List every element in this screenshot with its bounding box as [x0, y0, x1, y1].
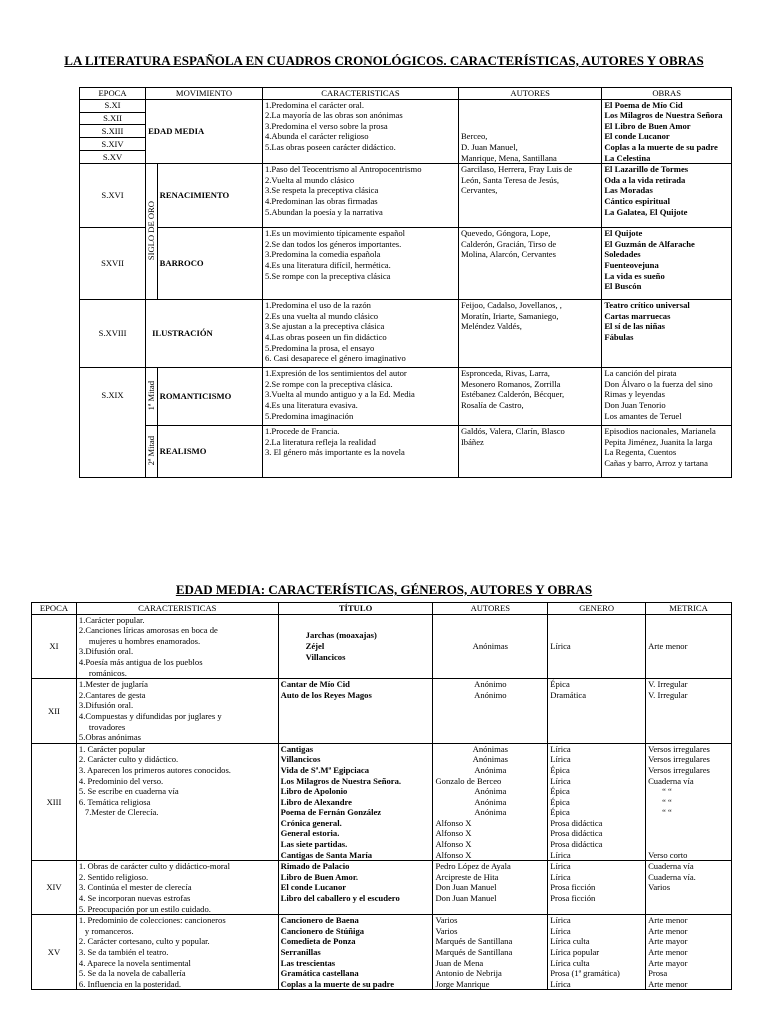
works-cell: Episodios nacionales, Marianela Pepita Jiménez, Juanita la larga La Regenta, Cuentos Cañas y barro, Arroz y tartana [602, 426, 732, 478]
table-row [32, 915, 732, 990]
authors-cell: Varios Varios Marqués de Santillana Marqués de Santillana Juan de Mena Antonio de Nebrija Jorge Manrique [433, 915, 548, 990]
authors-cell: Espronceda, Rivas, Larra, Mesonero Romanos, Zorrilla Estébanez Calderón, Bécquer, Rosalía de Castro, [458, 368, 601, 426]
works-cell: La canción del pirata Don Álvaro o la fuerza del sino Rimas y leyendas Don Juan Tenorio Los amantes de Teruel [602, 368, 732, 426]
authors-cell: Galdós, Valera, Clarín, Blasco Ibáñez [458, 426, 601, 478]
table-row [80, 368, 732, 426]
header-caracteristicas: CARACTERISTICAS [262, 88, 458, 100]
characteristics-cell: 1.Procede de Francia. 2.La literatura refleja la realidad 3. El género más importante es la novela [262, 426, 458, 478]
page-title-2: EDAD MEDIA: CARACTERÍSTICAS, GÉNEROS, AUTORES Y OBRAS [175, 582, 593, 597]
characteristics-cell: 1.Paso del Teocentrismo al Antropocentrismo 2.Vuelta al mundo clásico 3.Se respeta la preceptiva clásica 4.Predominan las obras firmadas 5.Abundan la poesía y la narrativa [262, 164, 458, 228]
edad-media-table [31, 602, 732, 990]
authors-cell: Feijoo, Cadalso, Jovellanos, , Moratín, Iriarte, Samaniego, Meléndez Valdés, [458, 300, 601, 368]
era-cell: S.XI [80, 99, 146, 112]
works-cell: El Poema de Mío Cid Los Milagros de Nuestra Señora El Libro de Buen Amor El conde Lucanor Coplas a la muerte de su padre La Celestina [602, 99, 732, 164]
era-cell: XIV [32, 861, 77, 915]
table-row [32, 679, 732, 744]
characteristics-cell: 1.Mester de juglaría 2.Cantares de gesta 3.Difusión oral. 4.Compuestas y difundidas por juglares y trovadores 5.Obras anónimas [76, 679, 278, 744]
movement-barroco: BARROCO [157, 228, 262, 300]
siglo-de-oro-label: SIGLO DE ORO [146, 164, 158, 300]
era-cell: S.XIV [80, 138, 146, 151]
table-row [80, 99, 732, 112]
first-half-label: 1ª Mitad [146, 368, 158, 426]
era-cell: S.XVIII [80, 300, 146, 368]
authors-cell: Anónimas Anónimas Anónima Gonzalo de Berceo Anónima Anónima Anónima Alfonso X Alfonso X Alfonso X Alfonso X [433, 743, 548, 861]
header-autores: AUTORES [433, 603, 548, 615]
authors-cell: Anónimas [433, 614, 548, 679]
table-row [32, 861, 732, 915]
characteristics-cell: 1.Predomina el carácter oral. 2.La mayoría de las obras son anónimas 3.Predomina el verso sobre la prosa 4.Abunda el carácter religioso 5.Las obras poseen carácter didáctico. [262, 99, 458, 164]
genre-cell: Lírica [548, 614, 646, 679]
titles-cell: Cancionero de Baena Cancionero de Stúñiga Comedieta de Ponza Serranillas Las trescientas Gramática castellana Coplas a la muerte de su padre [278, 915, 433, 990]
characteristics-cell: 1. Carácter popular 2. Carácter culto y didáctico. 3. Aparecen los primeros autores conocidos. 4. Predominio del verso. 5. Se escribe en cuaderna vía 6. Temática religiosa 7.Mester de Clerecía. [76, 743, 278, 861]
movement-ilustracion: ILUSTRACIÓN [146, 300, 263, 368]
era-cell: SXVII [80, 228, 146, 300]
genre-cell: Épica Dramática [548, 679, 646, 744]
era-cell: S.XIX [80, 368, 146, 478]
metric-cell: Versos irregulares Versos irregulares Versos irregulares Cuaderna vía “ “ “ “ “ “ Verso corto [646, 743, 732, 861]
metric-cell: Cuaderna vía Cuaderna vía. Varios [646, 861, 732, 915]
works-cell: Teatro crítico universal Cartas marruecas El sí de las niñas Fábulas [602, 300, 732, 368]
titles-cell: Jarchas (moaxajas) Zéjel Villancicos [278, 614, 433, 679]
authors-cell: Berceo, D. Juan Manuel, Manrique, Mena, Santillana [458, 99, 601, 164]
header-autores: AUTORES [458, 88, 601, 100]
authors-cell: Quevedo, Góngora, Lope, Calderón, Gracián, Tirso de Molina, Alarcón, Cervantes [458, 228, 601, 300]
characteristics-cell: 1.Predomina el uso de la razón 2.Es una vuelta al mundo clásico 3.Se ajustan a la preceptiva clásica 4.Las obras poseen un fin didáctico 5.Predomina la prosa, el ensayo 6. Casi desaparece el género imaginativo [262, 300, 458, 368]
era-cell: XII [32, 679, 77, 744]
header-obras: OBRAS [602, 88, 732, 100]
table-row [32, 614, 732, 679]
characteristics-cell: 1.Expresión de los sentimientos del autor 2.Se rompe con la preceptiva clásica. 3.Vuelta al mundo antiguo y a la Ed. Media 4.Es una literatura evasiva. 5.Predomina imaginación [262, 368, 458, 426]
table-row [80, 164, 732, 228]
metric-cell: V. Irregular V. Irregular [646, 679, 732, 744]
characteristics-cell: 1. Obras de carácter culto y didáctico-moral 2. Sentido religioso. 3. Continúa el mester de clerecía 4. Se incorporan nuevas estrofas 5. Preocupación por un estilo cuidado. [76, 861, 278, 915]
titles-cell: Cantigas Villancicos Vida de Sª.Mª Egipciaca Los Milagros de Nuestra Señora. Libro de Apolonio Libro de Alexandre Poema de Fernán González Crónica general. General estoria. Las siete partidas. Cantigas de Santa María [278, 743, 433, 861]
era-cell: S.XVI [80, 164, 146, 228]
era-cell: S.XIII [80, 125, 146, 138]
movement-edad-media: EDAD MEDIA [146, 99, 263, 164]
titles-cell: Cantar de Mío Cid Auto de los Reyes Magos [278, 679, 433, 744]
movement-romanticismo: ROMANTICISMO [157, 368, 262, 426]
authors-cell: Garcilaso, Herrera, Fray Luis de León, Santa Teresa de Jesús, Cervantes, [458, 164, 601, 228]
authors-cell: Anónimo Anónimo [433, 679, 548, 744]
chronology-table [79, 87, 732, 478]
header-movimiento: MOVIMIENTO [146, 88, 263, 100]
header-titulo: TÍTULO [278, 603, 433, 615]
genre-cell: Lírica Lírica Lírica culta Lírica popular Lírica culta Prosa (1ª gramática) Lírica [548, 915, 646, 990]
works-cell: El Quijote El Guzmán de Alfarache Soledades Fuenteovejuna La vida es sueño El Buscón [602, 228, 732, 300]
genre-cell: Lírica Lírica Épica Lírica Épica Épica Épica Prosa didáctica Prosa didáctica Prosa didáctica Lírica [548, 743, 646, 861]
characteristics-cell: 1.Es un movimiento típicamente español 2.Se dan todos los géneros importantes. 3.Predomina la comedia española 4.Es una literatura difícil, hermética. 5.Se rompe con la preceptiva clásica [262, 228, 458, 300]
metric-cell: Arte menor Arte menor Arte mayor Arte menor Arte mayor Prosa Arte menor [646, 915, 732, 990]
era-cell: XV [32, 915, 77, 990]
era-cell: S.XII [80, 112, 146, 125]
titles-cell: Rimado de Palacio Libro de Buen Amor. El conde Lucanor Libro del caballero y el escudero [278, 861, 433, 915]
second-half-label: 2ª Mitad [146, 426, 158, 478]
movement-realismo: REALISMO [157, 426, 262, 478]
genre-cell: Lírica Lírica Prosa ficción Prosa ficción [548, 861, 646, 915]
table-row [80, 426, 732, 478]
era-cell: S.XV [80, 151, 146, 164]
characteristics-cell: 1.Carácter popular. 2.Canciones líricas amorosas en boca de mujeres u hombres enamorados. 3.Difusión oral. 4.Poesía más antigua de los pueblos románicos. [76, 614, 278, 679]
characteristics-cell: 1. Predominio de colecciones: cancioneros y romanceros. 2. Carácter cortesano, culto y popular. 3. Se da también el teatro. 4. Aparece la novela sentimental 5. Se da la novela de caballería 6. Influencia en la posteridad. [76, 915, 278, 990]
header-genero: GENERO [548, 603, 646, 615]
header-metrica: METRICA [646, 603, 732, 615]
table-row [32, 743, 732, 861]
page-title-1: LA LITERATURA ESPAÑOLA EN CUADROS CRONOLÓGICOS. CARACTERÍSTICAS, AUTORES Y OBRAS [64, 53, 704, 68]
metric-cell: Arte menor [646, 614, 732, 679]
table-row [80, 228, 732, 300]
table-header-row [32, 603, 732, 615]
authors-cell: Pedro López de Ayala Arcipreste de Hita Don Juan Manuel Don Juan Manuel [433, 861, 548, 915]
table-row [80, 300, 732, 368]
movement-renacimiento: RENACIMIENTO [157, 164, 262, 228]
table-header-row [80, 88, 732, 100]
era-cell: XI [32, 614, 77, 679]
era-cell: XIII [32, 743, 77, 861]
header-caracteristicas: CARACTERISTICAS [76, 603, 278, 615]
works-cell: El Lazarillo de Tormes Oda a la vida retirada Las Moradas Cántico espiritual La Galatea, El Quijote [602, 164, 732, 228]
header-epoca: EPOCA [32, 603, 77, 615]
header-epoca: EPOCA [80, 88, 146, 100]
